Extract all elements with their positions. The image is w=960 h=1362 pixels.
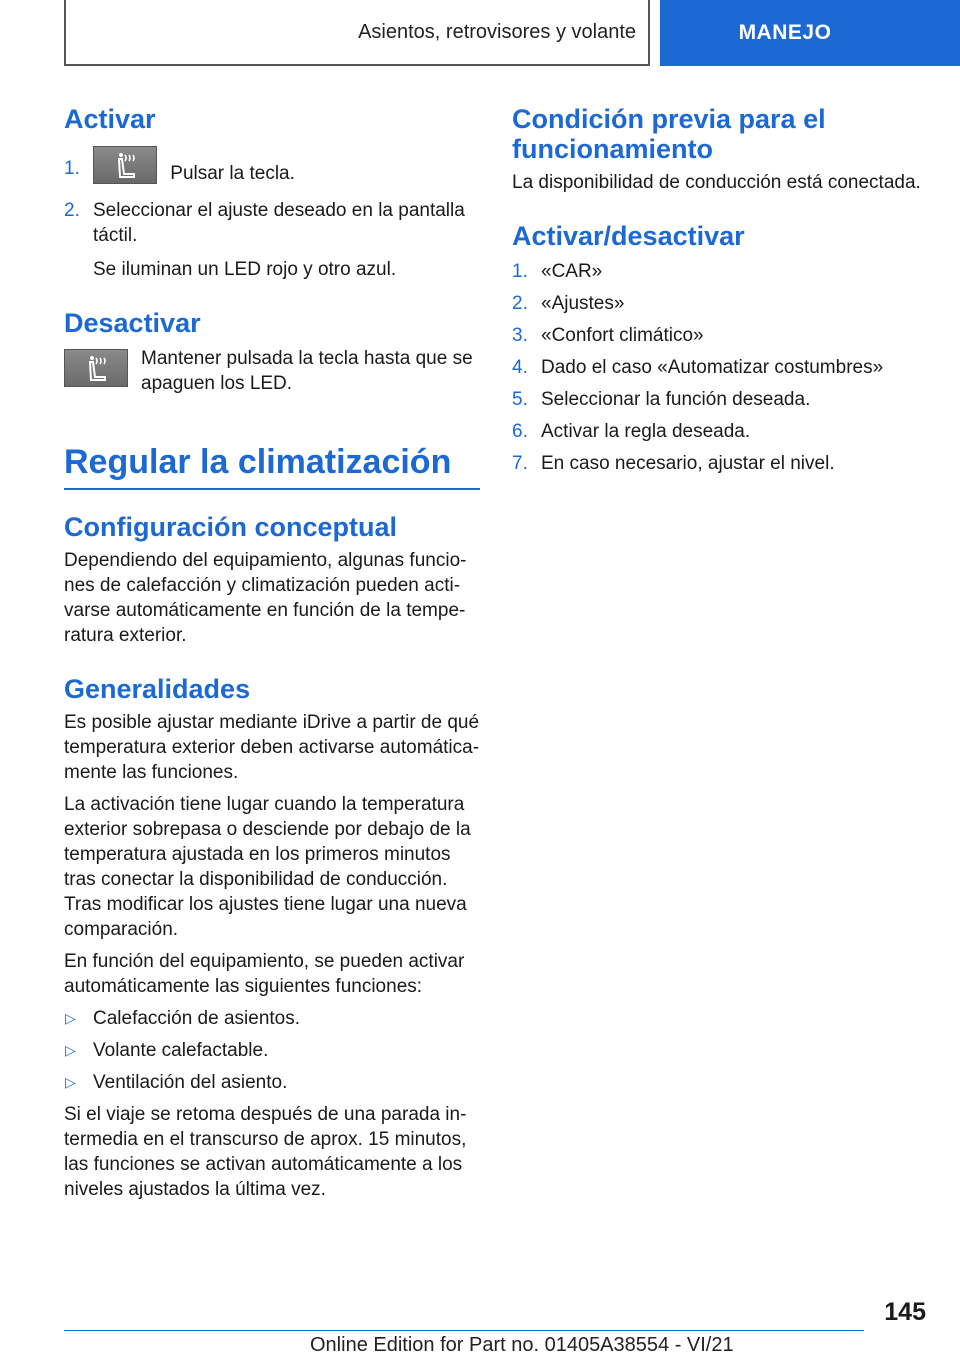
list-item — [64, 1070, 480, 1095]
condicion-heading: Condición previa para el funcionamiento — [512, 104, 826, 164]
generalidades-p4: Si el viaje se retoma después de una parada in-termedia en el transcurso de aprox. 15 minutos, las funciones se activan automáticamente a los niveles ajustados la última vez. — [64, 1104, 467, 1200]
list-item — [512, 291, 928, 316]
function-list — [64, 1006, 480, 1095]
triangle-right-icon: ▷ — [65, 1074, 76, 1090]
triangle-right-icon: ▷ — [65, 1042, 76, 1058]
seat-ventilation-icon — [94, 147, 158, 185]
activar-desactivar-heading: Activar/desactivar — [512, 221, 745, 251]
step-number: 1. — [64, 158, 80, 179]
generalidades-p1: Es posible ajustar mediante iDrive a partir de qué temperatura exterior deben activarse automática-mente las funciones. — [64, 712, 480, 783]
section-title: Asientos, retrovisores y volante — [358, 20, 636, 43]
step-text: Seleccionar la función deseada. — [541, 389, 811, 410]
list-item — [64, 1006, 480, 1031]
list-item — [512, 387, 928, 412]
step-text: «Confort climático» — [541, 325, 704, 346]
list-item — [512, 323, 928, 348]
step-text: En caso necesario, ajustar el nivel. — [541, 453, 835, 474]
activar-note: Se iluminan un LED rojo y otro azul. — [93, 259, 397, 280]
generalidades-p3: En función del equipamiento, se pueden activar automáticamente las siguientes funciones: — [64, 951, 465, 997]
bullet-text: Ventilación del asiento. — [93, 1072, 288, 1093]
bullet-text: Volante calefactable. — [93, 1040, 269, 1061]
list-item — [64, 146, 480, 184]
footer-divider — [64, 1330, 864, 1331]
step-text: «Ajustes» — [541, 293, 625, 314]
section-title-box — [64, 0, 650, 66]
list-item — [512, 355, 928, 380]
step-number: 2. — [512, 293, 528, 314]
right-column — [512, 100, 928, 476]
step-text: «CAR» — [541, 261, 603, 282]
list-item — [64, 198, 480, 248]
list-item — [512, 419, 928, 444]
seat-ventilation-icon — [65, 350, 129, 388]
page-header — [64, 0, 960, 66]
step-text: Dado el caso «Automatizar costumbres» — [541, 357, 884, 378]
condicion-text: La disponibilidad de conducción está conectada. — [512, 172, 921, 193]
main-title-block — [64, 442, 480, 490]
main-title: Regular la climatización — [64, 443, 452, 481]
chapter-label: MANEJO — [738, 21, 832, 44]
list-item — [512, 259, 928, 284]
bullet-text: Calefacción de asientos. — [93, 1008, 301, 1029]
desactivar-heading: Desactivar — [64, 308, 201, 338]
step-number: 1. — [512, 261, 528, 282]
seat-ventilation-key[interactable] — [64, 349, 128, 387]
step-number: 6. — [512, 421, 528, 442]
list-item — [512, 451, 928, 476]
step-text: Pulsar la tecla. — [170, 162, 295, 184]
step-number: 3. — [512, 325, 528, 346]
edition-text: Online Edition for Part no. 01405A38554 - VI/21 — [310, 1334, 734, 1356]
step-number: 2. — [64, 200, 80, 221]
chapter-tab[interactable] — [660, 0, 960, 66]
desactivar-block — [64, 346, 480, 396]
seat-ventilation-key[interactable] — [93, 146, 157, 184]
triangle-right-icon: ▷ — [65, 1010, 76, 1026]
step-number: 4. — [512, 357, 528, 378]
page-number: 145 — [884, 1298, 926, 1326]
activar-steps — [64, 146, 480, 248]
generalidades-heading: Generalidades — [64, 674, 251, 704]
step-text: Activar la regla deseada. — [541, 421, 751, 442]
step-number: 5. — [512, 389, 528, 410]
step-number: 7. — [512, 453, 528, 474]
list-item — [64, 1038, 480, 1063]
config-text: Dependiendo del equipamiento, algunas funcio-nes de calefacción y climatización pueden acti-varse automáticamente en función de la tempe-ratura exterior. — [64, 550, 467, 646]
activar-desactivar-steps — [512, 259, 928, 476]
desactivar-text: Mantener pulsada la tecla hasta que se apaguen los LED. — [141, 348, 473, 394]
step-text: Seleccionar el ajuste deseado en la pantalla táctil. — [93, 200, 465, 246]
generalidades-p2: La activación tiene lugar cuando la temperatura exterior sobrepasa o desciende por debajo de la temperatura ajustada en los primeros minutos tras conectar la disponibilidad de conducción. Tras modificar los ajustes tiene lugar una nueva comparación. — [64, 794, 471, 940]
activar-heading: Activar — [64, 104, 156, 134]
config-heading: Configuración conceptual — [64, 512, 398, 542]
left-column — [64, 100, 480, 1202]
